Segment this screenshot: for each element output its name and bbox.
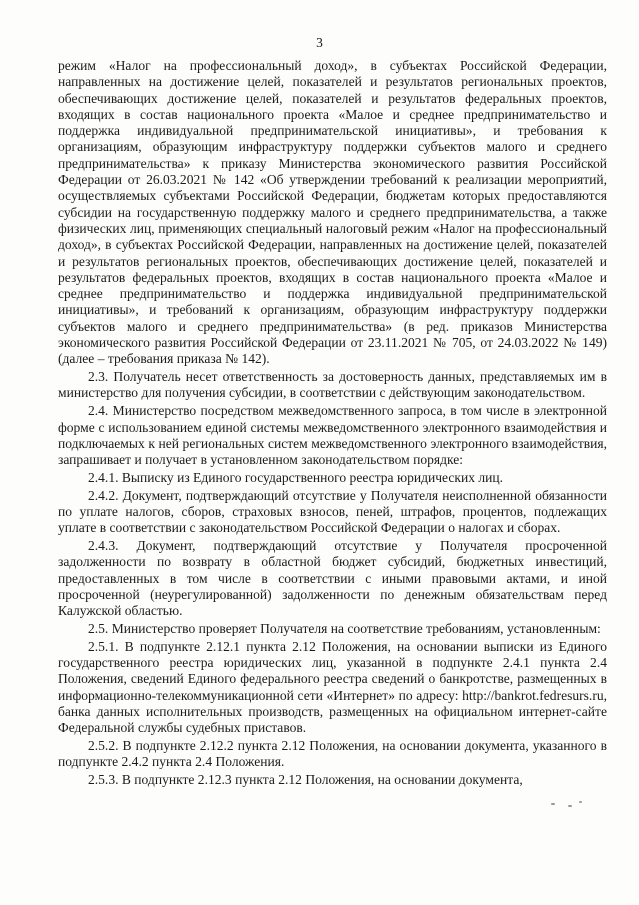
page-number: 3	[316, 35, 323, 50]
paragraph-2-5-1: 2.5.1. В подпункте 2.12.1 пункта 2.12 Положения, на основании выписки из Единого государственного реестра юридических лиц, указанной в подпункте 2.4.1 пункта 2.4 Положения, сведений Единого федерального реестра сведений о банкротстве, размещенных в информационно-телекоммуникационной сети «Интернет» по адресу: http://bankrot.fedresurs.ru, банка данных исполнительных производств, размещенных на официальном интернет-сайте Федеральной службы судебных приставов.	[58, 638, 607, 736]
scan-speck	[568, 805, 572, 807]
scan-speck	[579, 801, 582, 803]
paragraph-2-5: 2.5. Министерство проверяет Получателя на соответствие требованиям, установленным:	[88, 621, 601, 637]
paragraph-2-4-2: 2.4.2. Документ, подтверждающий отсутствие у Получателя неисполненной обязанности по уплате налогов, сборов, страховых взносов, пеней, штрафов, процентов, подлежащих уплате в соответствии с законодательством Российской Федерации о налогах и сборах.	[58, 487, 607, 536]
paragraph-2-4: 2.4. Министерство посредством межведомственного запроса, в том числе в электронной форме с использованием единой системы межведомственного электронного взаимодействия и подключаемых к ней региональных систем межведомственного электронного взаимодействия, запрашивает и получает в установленном законодательством порядке:	[58, 403, 607, 468]
paragraph-requirements-order-142: режим «Налог на профессиональный доход», в субъектах Российской Федерации, направленных на достижение целей, показателей и результатов региональных проектов, обеспечивающих достижение целей, показателей и результатов федеральных проектов, входящих в состав национального проекта «Малое и среднее предпринимательство и поддержка индивидуальной предпринимательской инициативы», и требования к организациям, образующим инфраструктуру поддержки субъектов малого и среднего предпринимательства» к приказу Министерства экономического развития Российской Федерации от 26.03.2021 № 142 «Об утверждении требований к реализации мероприятий, осуществляемых субъектами Российской Федерации, бюджетам которых предоставляются субсидии на государственную поддержку малого и среднего предпринимательства, а также физических лиц, применяющих специальный налоговый режим «Налог на профессиональный доход», в субъектах Российской Федерации, направленных на достижение целей, показателей и результатов региональных проектов, обеспечивающих достижение целей, показателей и результатов федеральных проектов, входящих в состав национального проекта «Малое и среднее предпринимательство и поддержка индивидуальной предпринимательской инициативы», и требований к организациям, образующим инфраструктуру поддержки субъектов малого и среднего предпринимательства» (в ред. приказов Министерства экономического развития Российской Федерации от 23.11.2021 № 705, от 24.03.2022 № 149) (далее – требования приказа № 142).	[58, 58, 607, 367]
paragraph-2-3: 2.3. Получатель несет ответственность за достоверность данных, представляемых им в министерство для получения субсидии, в соответствии с действующим законодательством.	[58, 369, 607, 401]
document-body	[58, 58, 607, 789]
paragraph-2-4-1: 2.4.1. Выписку из Единого государственного реестра юридических лиц.	[88, 469, 504, 485]
paragraph-2-4-3: 2.4.3. Документ, подтверждающий отсутствие у Получателя просроченной задолженности по возврату в областной бюджет субсидий, бюджетных инвестиций, предоставленных в том числе в соответствии с иными правовыми актами, и иной просроченной (неурегулированной) задолженности по денежным обязательствам перед Калужской областью.	[58, 538, 607, 619]
paragraph-2-5-3: 2.5.3. В подпункте 2.12.3 пункта 2.12 Положения, на основании документа,	[88, 772, 523, 788]
scan-speck	[551, 803, 555, 805]
paragraph-2-5-2: 2.5.2. В подпункте 2.12.2 пункта 2.12 Положения, на основании документа, указанного в подпункте 2.4.2 пункта 2.4 Положения.	[58, 738, 607, 770]
